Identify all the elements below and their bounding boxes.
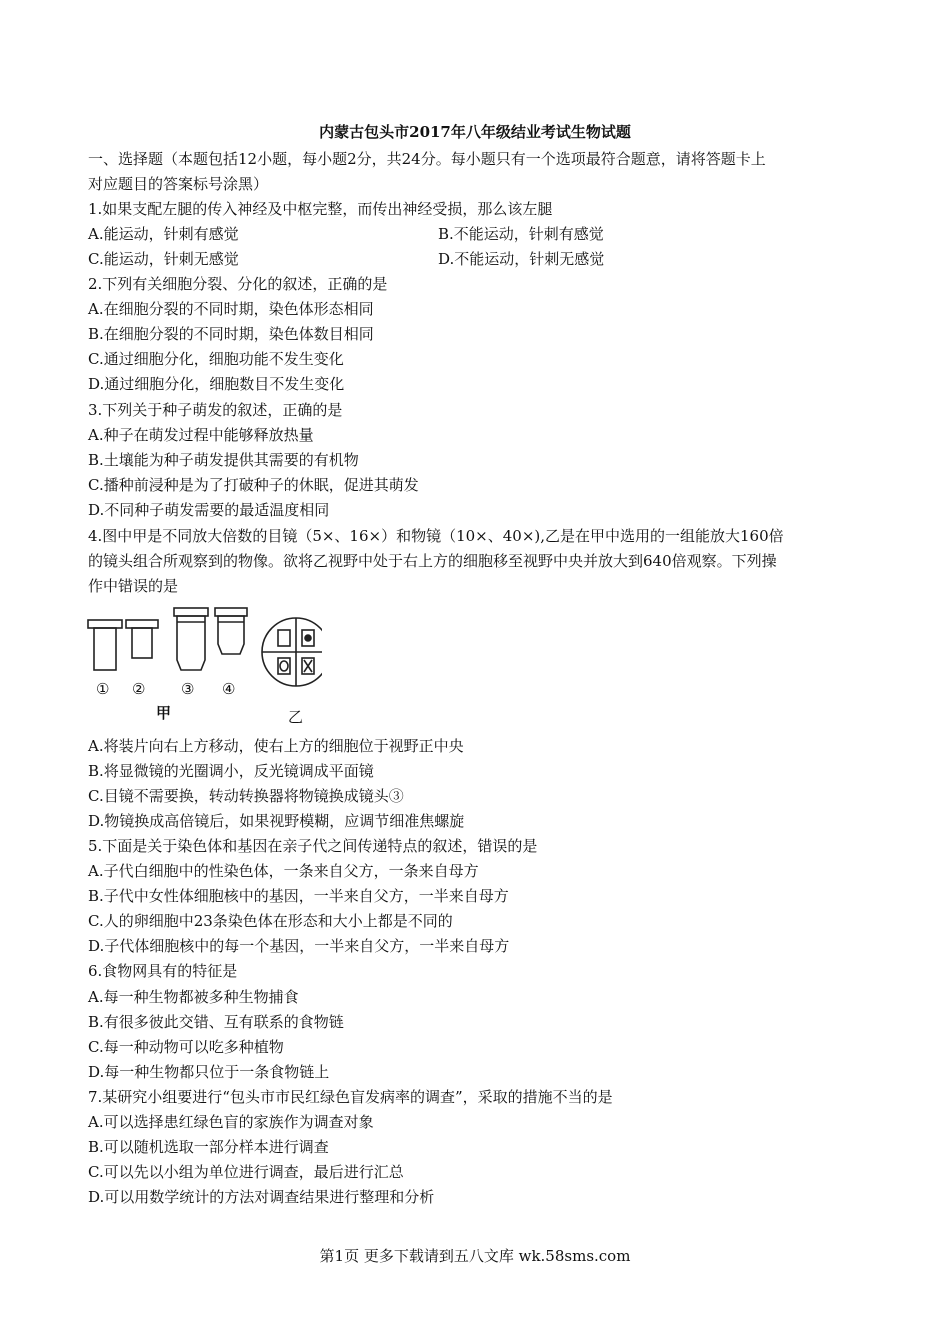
- q4-option-b: B.将显微镜的光圈调小，反光镜调成平面镜: [88, 762, 374, 780]
- objective-short-icon: [215, 608, 247, 654]
- page-title: 内蒙古包头市2017年八年级结业考试生物试题: [319, 123, 631, 141]
- figure-label-1: ①: [96, 680, 110, 698]
- q7-stem: 7.某研究小组要进行“包头市市民红绿色盲发病率的调查”，采取的措施不当的是: [88, 1088, 613, 1106]
- q2-option-b: B.在细胞分裂的不同时期，染色体数目相同: [88, 325, 374, 343]
- q4-stem-line3: 作中错误的是: [88, 577, 179, 595]
- section-instructions-line2: 对应题目的答案标号涂黑）: [88, 175, 269, 193]
- q5-stem: 5.下面是关于染色体和基因在亲子代之间传递特点的叙述，错误的是: [88, 837, 538, 855]
- q3-option-a: A.种子在萌发过程中能够释放热量: [88, 426, 314, 444]
- q2-option-c: C.通过细胞分化，细胞功能不发生变化: [88, 350, 344, 368]
- q2-stem: 2.下列有关细胞分裂、分化的叙述，正确的是: [88, 275, 388, 293]
- q6-stem: 6.食物网具有的特征是: [88, 962, 238, 980]
- figure-label-2: ②: [132, 680, 146, 698]
- eyepiece-short-icon: [126, 620, 158, 658]
- page-footer: 第1页 更多下载请到五八文库 wk.58sms.com: [319, 1247, 631, 1265]
- q3-option-d: D.不同种子萌发需要的最适温度相同: [88, 501, 330, 519]
- q7-option-d: D.可以用数学统计的方法对调查结果进行整理和分析: [88, 1188, 435, 1206]
- q1-option-c: C.能运动，针刺无感觉: [88, 250, 239, 268]
- q7-option-c: C.可以先以小组为单位进行调查，最后进行汇总: [88, 1163, 404, 1181]
- q2-option-a: A.在细胞分裂的不同时期，染色体形态相同: [88, 300, 374, 318]
- q6-option-b: B.有很多彼此交错、互有联系的食物链: [88, 1013, 344, 1031]
- q6-option-a: A.每一种生物都被多种生物捕食: [88, 988, 299, 1006]
- figure-label-4: ④: [222, 680, 236, 698]
- figure-label-jia: 甲: [156, 704, 172, 722]
- q1-stem: 1.如果支配左腿的传入神经及中枢完整，而传出神经受损，那么该左腿: [88, 200, 553, 218]
- field-of-view-icon: [262, 618, 322, 686]
- q5-option-a: A.子代白细胞中的性染色体，一条来自父方，一条来自母方: [88, 862, 479, 880]
- section-instructions-line1: 一、选择题（本题包括12小题，每小题2分，共24分。每小题只有一个选项最符合题意，请将答题卡上: [88, 150, 766, 168]
- q3-option-b: B.土壤能为种子萌发提供其需要的有机物: [88, 451, 359, 469]
- eyepiece-long-icon: [88, 620, 122, 670]
- q5-option-b: B.子代中女性体细胞核中的基因，一半来自父方，一半来自母方: [88, 887, 509, 905]
- q3-stem: 3.下列关于种子萌发的叙述，正确的是: [88, 401, 343, 419]
- figure-label-3: ③: [181, 680, 195, 698]
- q4-option-d: D.物镜换成高倍镜后，如果视野模糊，应调节细准焦螺旋: [88, 812, 465, 830]
- q2-option-d: D.通过细胞分化，细胞数目不发生变化: [88, 375, 345, 393]
- q6-option-c: C.每一种动物可以吃多种植物: [88, 1038, 284, 1056]
- q4-option-a: A.将装片向右上方移动，使右上方的细胞位于视野正中央: [88, 737, 464, 755]
- q4-stem-line1: 4.图中甲是不同放大倍数的目镜（5×、16×）和物镜（10×、40×),乙是在甲中选用的一组能放大160倍: [88, 527, 784, 545]
- q5-option-c: C.人的卵细胞中23条染色体在形态和大小上都是不同的: [88, 912, 453, 930]
- objective-long-icon: [174, 608, 208, 670]
- q7-option-a: A.可以选择患红绿色盲的家族作为调查对象: [88, 1113, 374, 1131]
- figure-label-yi: 乙: [288, 708, 304, 726]
- q6-option-d: D.每一种生物都只位于一条食物链上: [88, 1063, 330, 1081]
- q3-option-c: C.播种前浸种是为了打破种子的休眠，促进其萌发: [88, 476, 419, 494]
- q4-stem-line2: 的镜头组合所观察到的物像。欲将乙视野中处于右上方的细胞移至视野中央并放大到640倍观察。下列操: [88, 552, 777, 570]
- q1-option-a: A.能运动，针刺有感觉: [88, 225, 239, 243]
- q5-option-d: D.子代体细胞核中的每一个基因，一半来自父方，一半来自母方: [88, 937, 510, 955]
- q4-option-c: C.目镜不需要换，转动转换器将物镜换成镜头③: [88, 787, 404, 805]
- q1-option-d: D.不能运动，针刺无感觉: [438, 250, 605, 268]
- q7-option-b: B.可以随机选取一部分样本进行调查: [88, 1138, 329, 1156]
- q1-option-b: B.不能运动，针刺有感觉: [438, 225, 604, 243]
- microscope-lens-figure: [82, 604, 322, 726]
